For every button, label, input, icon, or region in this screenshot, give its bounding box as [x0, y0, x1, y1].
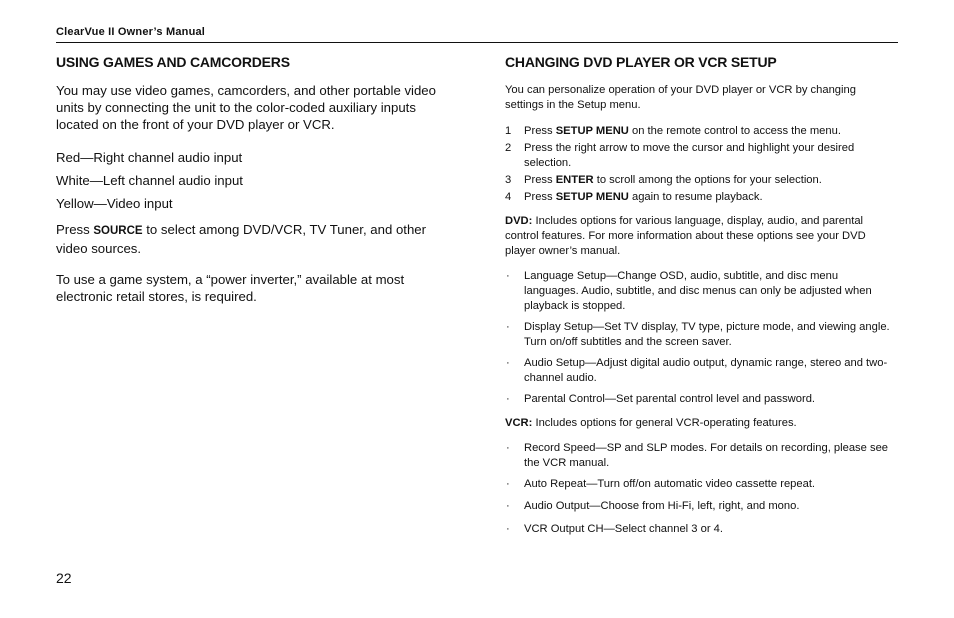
- bullet-icon: ·: [506, 442, 510, 454]
- list-item: [505, 392, 895, 407]
- list-item: [505, 499, 895, 514]
- source-instruction: [56, 221, 456, 257]
- vcr-option-output-channel: VCR Output CH—Select channel 3 or 4.: [524, 523, 723, 535]
- list-item: [505, 522, 895, 537]
- input-red: Red—Right channel audio input: [56, 150, 243, 165]
- list-item: [505, 320, 895, 350]
- step-key: SETUP MENU: [555, 191, 629, 203]
- list-item: [505, 477, 895, 492]
- list-item: [505, 269, 895, 314]
- input-yellow: Yellow—Video input: [56, 196, 173, 211]
- steps-list: [505, 124, 895, 205]
- step-item: [505, 173, 895, 188]
- game-system-note: To use a game system, a “power inverter,” available at most electronic retail stores, is required.: [56, 272, 405, 304]
- vcr-label: VCR:: [505, 417, 533, 429]
- bullet-icon: ·: [506, 270, 510, 282]
- dvd-option-language: Language Setup—Change OSD, audio, subtitle, and disc menu languages. Audio, subtitle, and disc menus can only be adjusted when playback is stopped.: [524, 270, 872, 312]
- step-text: on the remote control to access the menu.: [628, 125, 841, 137]
- step-item: [505, 141, 895, 171]
- step-text: Press the right arrow to move the cursor and highlight your desired selection.: [524, 142, 855, 169]
- dvd-description: [505, 214, 895, 259]
- list-item: [505, 441, 895, 471]
- vcr-option-audio-output: Audio Output—Choose from Hi-Fi, left, right, and mono.: [524, 500, 800, 512]
- step-text: Press: [524, 174, 556, 186]
- step-text: Press: [524, 125, 556, 137]
- step-number: 4: [505, 191, 512, 203]
- page-number: 22: [56, 570, 72, 586]
- manual-title: ClearVue II Owner’s Manual: [56, 26, 206, 38]
- dvd-text: Includes options for various language, display, audio, and parental control features. For more information about these options see your DVD player owner’s manual.: [505, 215, 866, 257]
- step-number: 1: [505, 125, 512, 137]
- step-key: ENTER: [555, 174, 594, 186]
- games-intro: You may use video games, camcorders, and other portable video units by connecting the unit to the color-coded auxiliary inputs located on the front of your DVD player or VCR.: [56, 83, 436, 132]
- step-item: [505, 124, 895, 139]
- games-heading: USING GAMES AND CAMCORDERS: [56, 54, 290, 70]
- source-key: SOURCE: [93, 225, 143, 237]
- input-white: White—Left channel audio input: [56, 173, 243, 188]
- dvd-option-audio: Audio Setup—Adjust digital audio output, dynamic range, stereo and two-channel audio.: [524, 357, 888, 384]
- setup-heading: CHANGING DVD PLAYER OR VCR SETUP: [505, 54, 777, 70]
- header-divider: [56, 42, 898, 43]
- right-column: [505, 54, 895, 537]
- step-text: again to resume playback.: [628, 191, 763, 203]
- dvd-option-display: Display Setup—Set TV display, TV type, picture mode, and viewing angle. Turn on/off subtitles and the screen saver.: [524, 321, 890, 348]
- vcr-text: Includes options for general VCR-operating features.: [532, 417, 797, 429]
- bullet-icon: ·: [506, 523, 510, 535]
- dvd-label: DVD:: [505, 215, 533, 227]
- step-text: to scroll among the options for your selection.: [593, 174, 822, 186]
- vcr-option-auto-repeat: Auto Repeat—Turn off/on automatic video cassette repeat.: [524, 478, 816, 490]
- bullet-icon: ·: [506, 500, 510, 512]
- dvd-option-parental: Parental Control—Set parental control level and password.: [524, 393, 816, 405]
- vcr-option-record-speed: Record Speed—SP and SLP modes. For details on recording, please see the VCR manual.: [524, 442, 889, 469]
- step-key: SETUP MENU: [555, 125, 629, 137]
- bullet-icon: ·: [506, 357, 510, 369]
- step-number: 3: [505, 174, 512, 186]
- source-text-post: to select among DVD/VCR, TV Tuner, and other video sources.: [56, 222, 427, 256]
- source-text-pre: Press: [56, 222, 94, 237]
- step-item: [505, 190, 895, 205]
- left-column: [56, 54, 456, 305]
- bullet-icon: ·: [506, 478, 510, 490]
- step-text: Press: [524, 191, 556, 203]
- bullet-icon: ·: [506, 393, 510, 405]
- dvd-options-list: [505, 269, 895, 407]
- step-number: 2: [505, 142, 512, 154]
- vcr-options-list: [505, 441, 895, 537]
- list-item: [505, 356, 895, 386]
- vcr-description: [505, 416, 895, 431]
- setup-intro: You can personalize operation of your DVD player or VCR by changing settings in the Setup menu.: [505, 84, 856, 111]
- bullet-icon: ·: [506, 321, 510, 333]
